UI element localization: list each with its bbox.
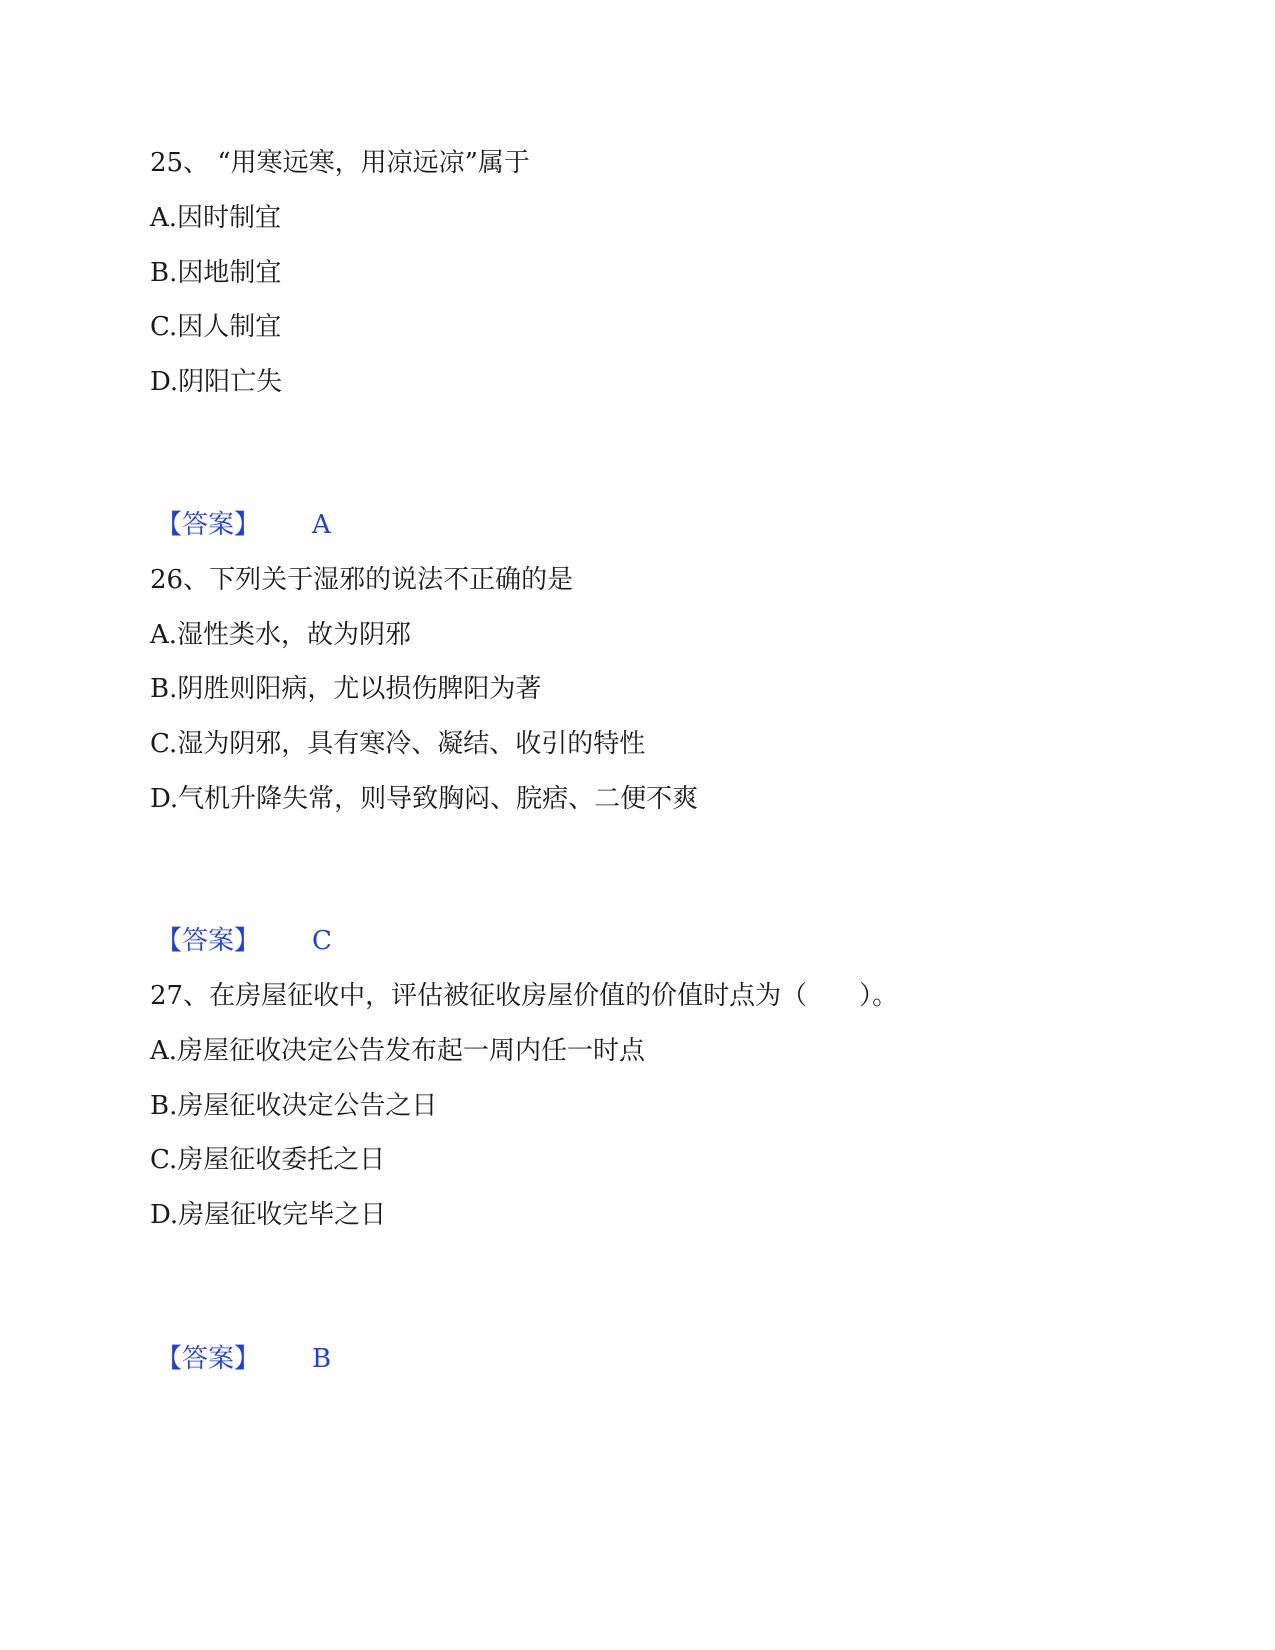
question-26-answer [156,926,332,956]
question-27-option-a: A.房屋征收决定公告发布起一周内任一时点 [150,1036,646,1066]
answer-value: C [312,926,332,956]
question-25-stem: 25、 “用寒远寒，用凉远凉”属于 [150,148,530,178]
question-26-stem: 26、下列关于湿邪的说法不正确的是 [150,565,574,595]
answer-value: A [312,510,331,540]
question-27-option-d: D.房屋征收完毕之日 [150,1200,387,1230]
question-25-answer [156,510,331,540]
answer-label: 【答案】 [156,1344,261,1374]
question-26-option-a: A.湿性类水，故为阴邪 [150,620,412,650]
question-25-option-c: C.因人制宜 [150,312,282,342]
question-27-stem: 27、在房屋征收中，评估被征收房屋价值的价值时点为（ ）。 [150,981,899,1011]
question-26-option-d: D.气机升降失常，则导致胸闷、脘痞、二便不爽 [150,784,699,814]
question-25-option-a: A.因时制宜 [150,203,282,233]
question-26-option-b: B.阴胜则阳病，尤以损伤脾阳为著 [150,674,542,704]
question-27-answer [156,1344,331,1374]
question-25-option-d: D.阴阳亡失 [150,367,283,397]
answer-label: 【答案】 [156,510,261,540]
question-27-option-b: B.房屋征收决定公告之日 [150,1091,438,1121]
answer-label: 【答案】 [156,926,261,956]
question-27-option-c: C.房屋征收委托之日 [150,1145,386,1175]
question-25-option-b: B.因地制宜 [150,258,282,288]
question-26-option-c: C.湿为阴邪，具有寒冷、凝结、收引的特性 [150,729,646,759]
answer-value: B [312,1344,332,1374]
